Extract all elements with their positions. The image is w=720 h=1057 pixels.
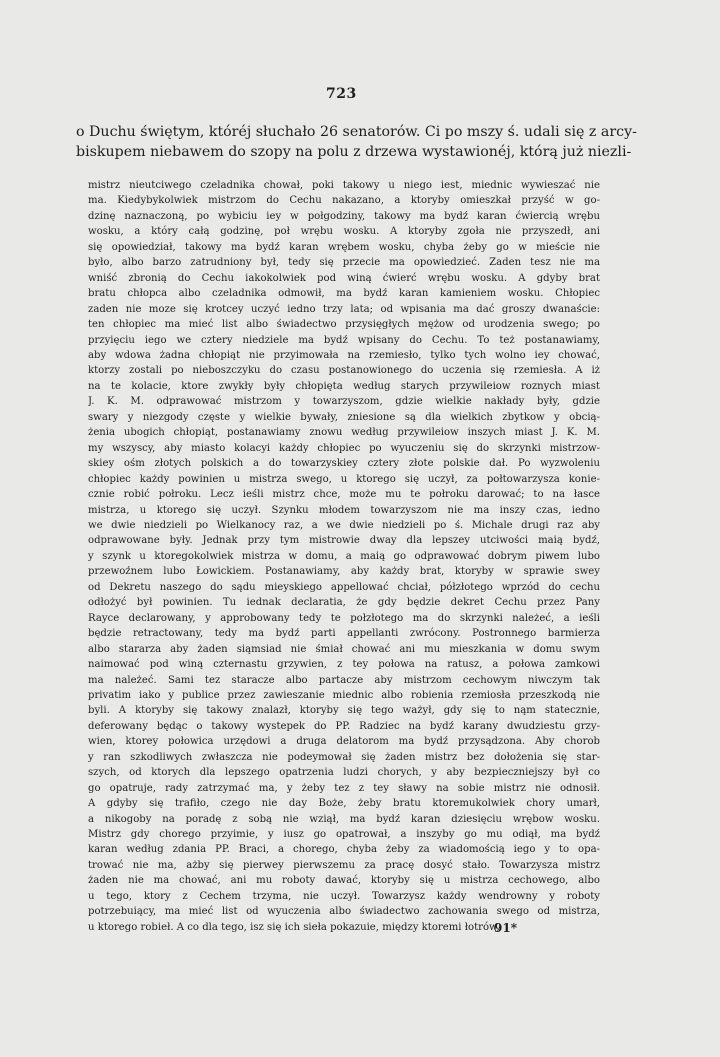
- body-line: skiey ośm złotych polskich a do towarzyskiey cztery złote polskie dał. Po wyzwoleniu: [88, 458, 600, 470]
- body-line: u tego, ktory z Cechem trzyma, nie uczył. Towarzysz każdy wendrowny y roboty: [88, 890, 600, 902]
- body-line: dzinę naznaczoną, po wybiciu iey w połgodziny, takowy ma bydź karan ćwiercią wrębu: [88, 210, 600, 222]
- body-line: swary y niezgody częste y wielkie bywały, zniesione są dla wielkich zbytkow y obcią-: [88, 411, 600, 423]
- body-line: żaden nie ma chować, ani mu roboty dawać, ktoryby się u mistrza cechowego, albo: [88, 875, 600, 887]
- body-line: privatim iako y publice przez zawieszanie miednic albo robienia rzemiosła przeszkodą nie: [88, 689, 600, 701]
- body-line: go opatruje, rady zatrzymać ma, y żeby tez z tey sławy na sobie mistrz nie odnosił.: [88, 782, 600, 794]
- body-line: wien, ktorey połowica urzędowi a druga delatorom ma bydź przysądzona. Aby chorob: [88, 736, 600, 748]
- body-line: aby wdowa żadna chłopiąt nie przyimowała na rzemiesło, tylko tych wolno iey chować,: [88, 349, 600, 361]
- body-line: a nikogoby na poradę z sobą nie wziął, ma bydź karan dziesięciu wrębow wosku.: [88, 813, 600, 825]
- body-line: Mistrz gdy chorego przyimie, y iusz go opatrował, a inszyby go mu odiął, ma bydź: [88, 829, 600, 841]
- body-line: mistrz nieutciwego czeladnika chował, poki takowy u niego iest, miednic wywieszać nie: [88, 180, 600, 191]
- body-line: na te kolacie, ktore zwykły były chłopięta według starych przywileiow roznych miast: [88, 380, 600, 392]
- body-line: było, albo barzo zatrudniony był, tedy się przecie ma opowiedzieć. Zaden tesz nie ma: [88, 257, 600, 269]
- body-line: Rayce declarowany, y approbowany tedy te połzłotego ma do skrzynki należeć, a ieśli: [88, 612, 600, 624]
- body-line: przyięciu iego we cztery niedziele ma bydź wpisany do Cechu. To też postanawiamy,: [88, 334, 600, 346]
- body-line: trować nie ma, ażby się pierwey pierwszemu za pracę dosyć stało. Towarzysza mistrz: [88, 859, 600, 871]
- folio-mark: 91*: [494, 921, 517, 935]
- body-line: szych, od ktorych dla lepszego opatrzenia ludzi chorych, y aby bezpieczniejszy był co: [88, 767, 600, 779]
- body-line: przewoźnem lubo Łowickiem. Postanawiamy, aby każdy brat, ktoryby w sprawie swey: [88, 566, 600, 578]
- body-line: bratu chłopca albo czeladnika odmowił, ma bydź karan kamieniem wosku. Chłopiec: [88, 288, 600, 300]
- body-line: we dwie niedzieli po Wielkanocy raz, a we dwie niedzieli po ś. Michale drugi raz aby: [88, 519, 600, 531]
- top-line: biskupem niebawem do szopy na polu z drzewa wystawionéj, którą już niezli-: [76, 144, 632, 160]
- top-paragraph: [76, 122, 637, 162]
- body-line: ten chłopiec ma mieć list albo świadectwo przysięgłych mężow od urodzenia swego; po: [88, 319, 600, 331]
- body-line: ma należeć. Sami tez staracze albo partacze aby mistrzom cechowym niwczym tak: [88, 674, 600, 686]
- body-line: albo stararza aby żaden siąmsiad nie śmiał chować ani mu mieszkania w domu swym: [88, 643, 600, 655]
- body-line: odłożyć był powinien. Tu iednak declaratia, że gdy będzie dekret Cechu przez Pany: [88, 597, 600, 609]
- body-line: chłopiec każdy powinien u mistrza swego, u ktorego się uczył, za połtowarzysza konie-: [88, 473, 600, 485]
- body-text: [88, 178, 600, 935]
- body-line: J. K. M. odprawować mistrzom y towarzyszom, gdzie wielkie nakłady były, gdzie: [88, 396, 600, 408]
- body-line: y szynk u ktoregokolwiek mistrza w domu, a maią go odprawować dobrym piwem lubo: [88, 550, 600, 562]
- body-line: A gdyby się trafiło, czego nie day Boże, żeby bratu ktoremukolwiek chory umarł,: [88, 798, 600, 810]
- body-line: y ran szkodliwych zwłaszcza nie podeymował się żaden mistrz bez dołożenia się star-: [88, 751, 600, 763]
- body-line: cznie robić połroku. Lecz ieśli mistrz chce, może mu te połroku darować; to na łasce: [88, 489, 600, 501]
- body-line: my wszyscy, aby miasto kolacyi każdy chłopiec po wyuczeniu się do skrzynki mistrzow-: [88, 442, 600, 454]
- body-line: zaden nie moze się krotcey uczyć iedno trzy lata; od wpisania ma dać groszy dwanaście:: [88, 303, 600, 315]
- body-line: ktorzy zostali po nieboszczyku do czasu postanowionego do uczenia się rzemiesła. A iż: [88, 365, 600, 377]
- body-line: wniść zbronią do Cechu iakokolwiek pod winą ćwierć wrębu wosku. A gdyby brat: [88, 272, 600, 284]
- body-line: wosku, a który całą godzinę, poł wrębu wosku. A ktoryby zgoła nie przyszedł, ani: [88, 226, 600, 238]
- body-line: byli. A ktoryby się takowy znalazł, ktoryby się tego ważył, gdy się to nąm statecznie,: [88, 705, 600, 717]
- body-line: u ktorego robieł. A co dla tego, isz się ich sieła pokazuie, między ktoremi łotrów,: [88, 921, 500, 933]
- body-line: naimować pod winą czternastu grzywien, z tey połowa na ratusz, a połowa zamkowi: [88, 659, 600, 671]
- body-line: deferowany będąc o takowy wystepek do PP. Radziec na bydź karany dwudziestu grzy-: [88, 720, 600, 732]
- body-line: mistrza, u ktorego się uczył. Szynku młodem towarzyszom nie ma inszy czas, iedno: [88, 504, 600, 516]
- body-line: ma. Kiedybykolwiek mistrzom do Cechu nakazano, a ktoryby omieszkał przyść w go-: [88, 195, 600, 207]
- page-number: 723: [326, 86, 357, 102]
- body-line: odprawowane były. Jednak przy tym mistrowie dway dla lepszey utciwości maią bydź,: [88, 535, 600, 547]
- body-line: potrzebuiący, ma mieć list od wyuczenia albo świadectwo zachowania swego od mistrza,: [88, 906, 600, 918]
- body-line: się opowiedział, takowy ma bydź karan wrębem wosku, chyba żeby go w mieście nie: [88, 241, 600, 253]
- body-line: od Dekretu naszego do sądu mieyskiego appellować chciał, półzłotego wprzód do cechu: [88, 581, 600, 593]
- body-line: będzie retractowany, tedy ma bydź parti appellanti zwrócony. Postronnego barmierza: [88, 628, 600, 640]
- body-line: żenia ubogich chłopiąt, postanawiamy znowu według przywileiow inszych miast J. K. M.: [88, 427, 600, 439]
- top-line: o Duchu świętym, któréj słuchało 26 senatorów. Ci po mszy ś. udali się z arcy-: [76, 124, 637, 140]
- body-line: karan według zdania PP. Braci, a chorego, chyba żeby za wiadomością iego y to opa-: [88, 844, 600, 856]
